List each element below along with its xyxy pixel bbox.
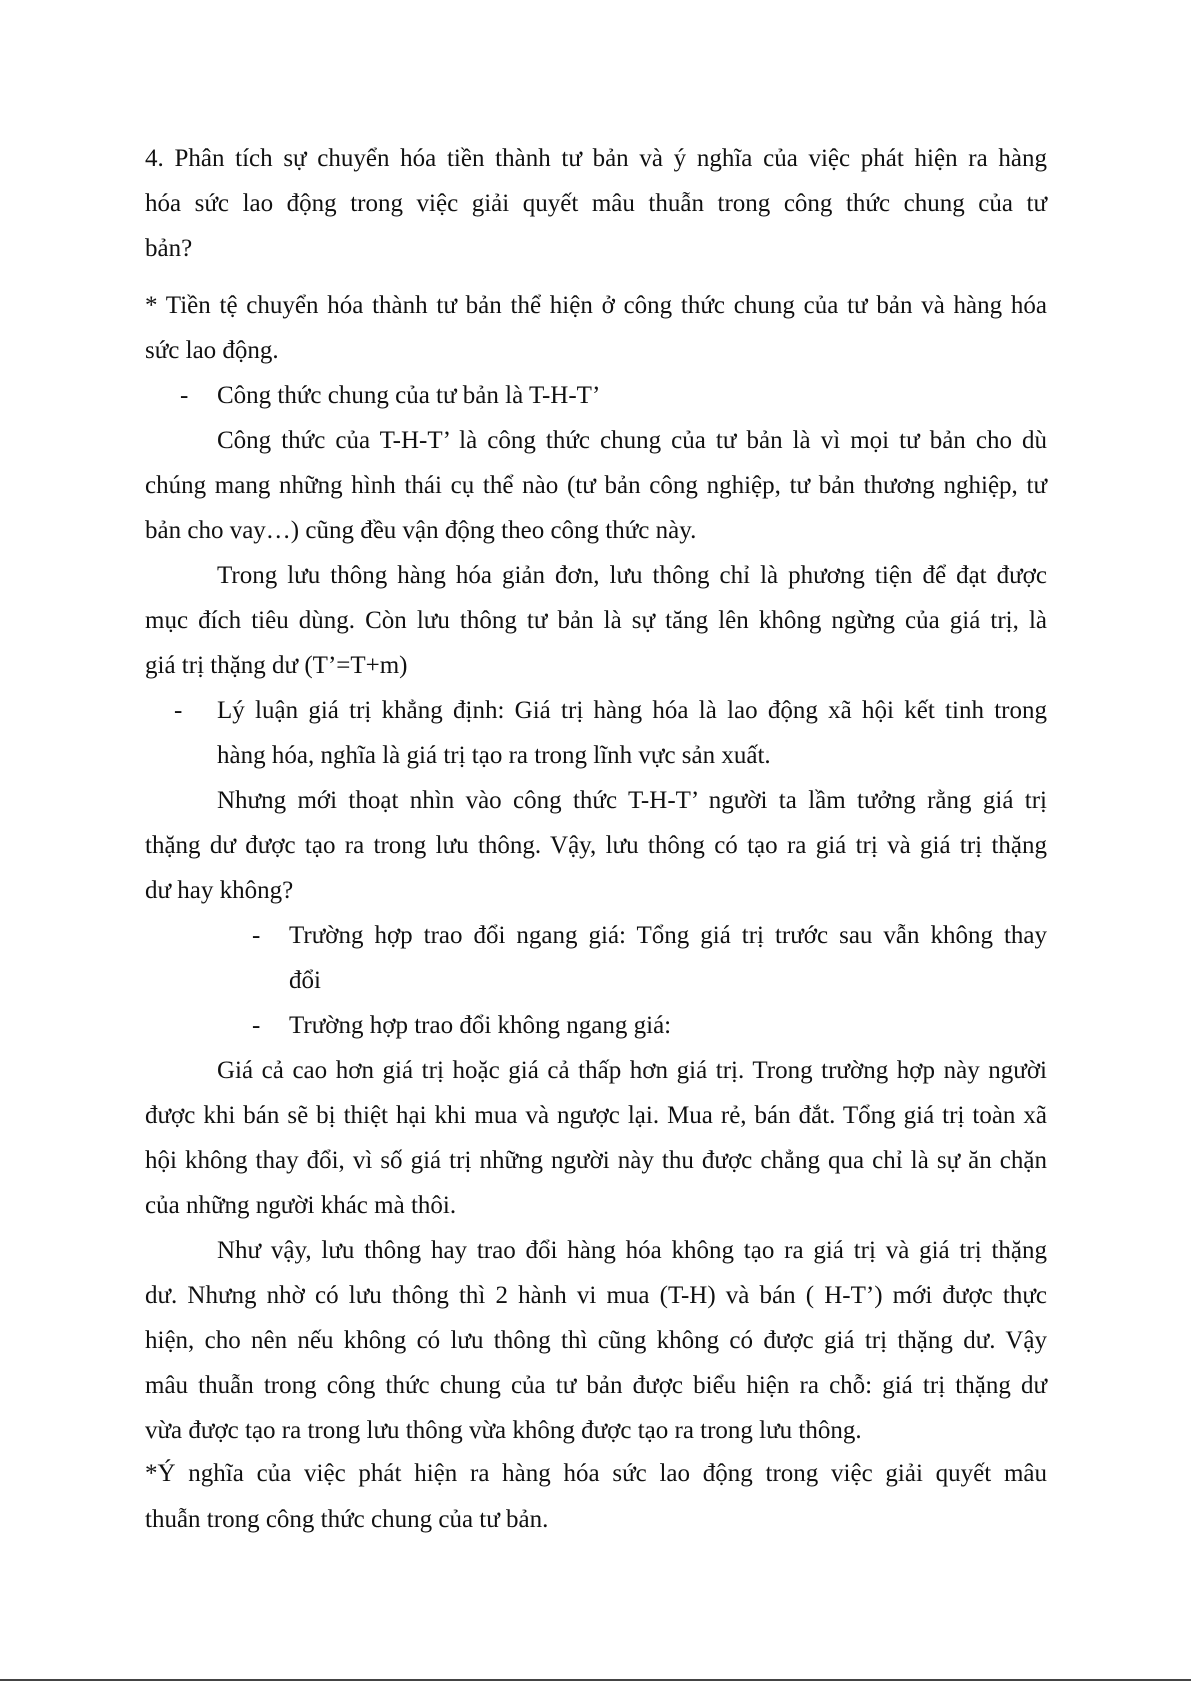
para2-line-3: giá trị thặng dư (T’=T+m) [145,652,408,679]
bullet2-line-1: Lý luận giá trị khẳng định: Giá trị hàng hóa là lao động xã hội kết tinh trong [217,697,1047,724]
bullet-dash: - [252,1012,261,1039]
para2-line-2: mục đích tiêu dùng. Còn lưu thông tư bản là sự tăng lên không ngừng của giá trị, là [145,607,1047,634]
para3-line-1: Nhưng mới thoạt nhìn vào công thức T-H-T’ người ta lầm tưởng rằng giá trị [217,787,1047,814]
bullet3-line-2: đổi [289,967,321,994]
para4-line-4: của những người khác mà thôi. [145,1192,457,1219]
question-line-3: bản? [145,235,193,262]
section1-heading-line-2: sức lao động. [145,337,279,364]
para3-line-3: dư hay không? [145,877,294,904]
page-bottom-rule [0,1679,1191,1681]
para5-line-1: Như vậy, lưu thông hay trao đổi hàng hóa không tạo ra giá trị và giá trị thặng [217,1237,1047,1264]
para2-line-1: Trong lưu thông hàng hóa giản đơn, lưu thông chỉ là phương tiện để đạt được [217,562,1047,589]
para5-line-5: vừa được tạo ra trong lưu thông vừa không được tạo ra trong lưu thông. [145,1417,862,1444]
para3-line-2: thặng dư được tạo ra trong lưu thông. Vậy, lưu thông có tạo ra giá trị và giá trị thặng [145,832,1047,859]
para5-line-4: mâu thuẫn trong công thức chung của tư bản được biểu hiện ra chỗ: giá trị thặng dư [145,1372,1047,1399]
para5-line-2: dư. Nhưng nhờ có lưu thông thì 2 hành vi mua (T-H) và bán ( H-T’) mới được thực [145,1282,1047,1309]
para1-line-1: Công thức của T-H-T’ là công thức chung của tư bản là vì mọi tư bản cho dù [217,427,1047,454]
para4-line-1: Giá cả cao hơn giá trị hoặc giá cả thấp hơn giá trị. Trong trường hợp này người [217,1057,1047,1084]
bullet1-text: Công thức chung của tư bản là T-H-T’ [217,382,601,409]
section2-heading-line-1: *Ý nghĩa của việc phát hiện ra hàng hóa sức lao động trong việc giải quyết mâu [145,1460,1047,1487]
para4-line-3: hội không thay đổi, vì số giá trị những người này thu được chẳng qua chỉ là sự ăn chặn [145,1147,1047,1174]
para1-line-3: bản cho vay…) cũng đều vận động theo công thức này. [145,517,697,544]
bullet-dash: - [180,382,189,409]
para5-line-3: hiện, cho nên nếu không có lưu thông thì cũng không có được giá trị thặng dư. Vậy [145,1327,1047,1354]
bullet2-line-2: hàng hóa, nghĩa là giá trị tạo ra trong lĩnh vực sản xuất. [217,742,771,769]
question-line-2: hóa sức lao động trong việc giải quyết mâu thuẫn trong công thức chung của tư [145,190,1047,217]
bullet-dash: - [252,922,261,949]
question-line-1: 4. Phân tích sự chuyển hóa tiền thành tư bản và ý nghĩa của việc phát hiện ra hàng [145,145,1047,172]
bullet3-line-1: Trường hợp trao đổi ngang giá: Tổng giá trị trước sau vẫn không thay [289,922,1047,949]
para4-line-2: được khi bán sẽ bị thiệt hại khi mua và ngược lại. Mua rẻ, bán đắt. Tổng giá trị toàn xã [145,1102,1047,1129]
section1-heading-line-1: * Tiền tệ chuyển hóa thành tư bản thể hiện ở công thức chung của tư bản và hàng hóa [145,292,1047,319]
section2-heading-line-2: thuẫn trong công thức chung của tư bản. [145,1506,549,1533]
para1-line-2: chúng mang những hình thái cụ thể nào (tư bản công nghiệp, tư bản thương nghiệp, tư [145,472,1047,499]
bullet-dash: - [174,697,183,724]
bullet4-text: Trường hợp trao đổi không ngang giá: [289,1012,672,1039]
